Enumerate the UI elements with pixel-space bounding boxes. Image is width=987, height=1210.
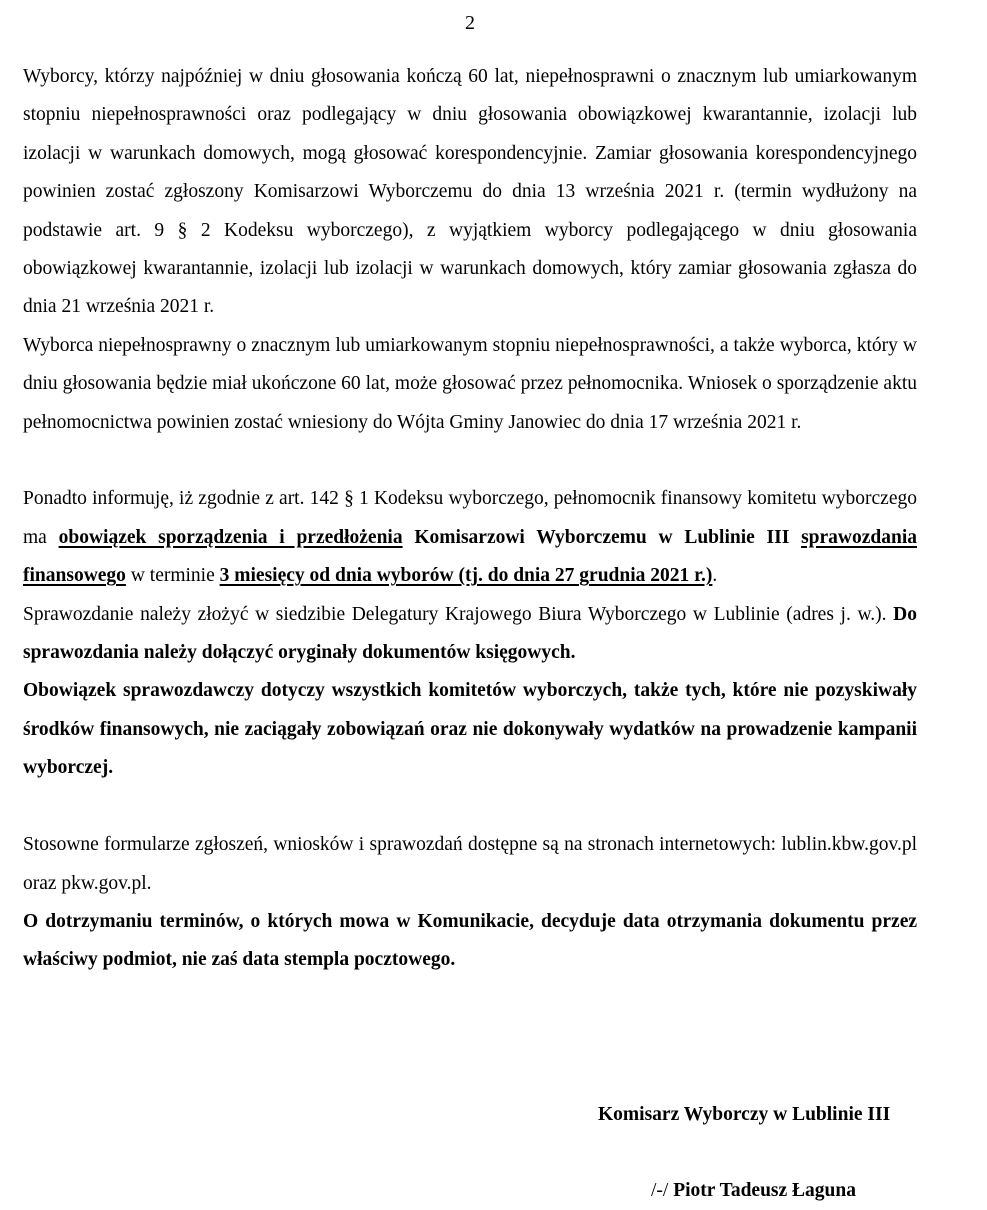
paragraph-forms-availability: Stosowne formularze zgłoszeń, wniosków i sprawozdań dostępne są na stronach internetowych: lublin.kbw.gov.pl oraz pkw.gov.pl. bbox=[23, 834, 917, 894]
bold-text: O dotrzymaniu terminów, o których mowa w Komunikacie, decyduje data otrzymania dokumentu przez właściwy podmiot, nie zaś data stempla pocztowego. bbox=[23, 910, 917, 971]
paragraph-deadline-rule bbox=[23, 903, 917, 980]
signature-line bbox=[651, 1172, 951, 1210]
page-number: 2 bbox=[465, 12, 475, 34]
underlined-bold-deadline: 3 miesięcy od dnia wyborów (tj. do dnia 27 grudnia 2021 r.) bbox=[219, 565, 713, 587]
paragraph-submission-place bbox=[23, 596, 917, 673]
signature-prefix: /-/ bbox=[651, 1180, 674, 1201]
signature-name: Piotr Tadeusz Łaguna bbox=[673, 1180, 856, 1201]
paragraph-gap bbox=[23, 788, 917, 826]
document-body bbox=[23, 58, 917, 980]
paragraph-proxy-voting: Wyborca niepełnosprawny o znacznym lub umiarkowanym stopniu niepełnosprawności, a także wyborca, który w dniu głosowania będzie miał ukończone 60 lat, może głosować przez pełnomocnika. Wniosek o sporządzenie aktu pełnomocnictwa powinien zostać wniesiony do Wójta Gminy Janowiec do dnia 17 września 2021 r. bbox=[23, 334, 917, 433]
bold-text: Obowiązek sprawozdawczy dotyczy wszystkich komitetów wyborczych, także tych, które nie pozyskiwały środków finansowych, nie zaciągały zobowiązań oraz nie dokonywały wydatków na prowadzenie kampanii wyborczej. bbox=[23, 680, 917, 779]
text-run: Ponadto informuję, iż zgodnie z art. 142 § 1 Kodeksu wyborczego, pełnomocnik finansowy komitetu wyborczego ma bbox=[23, 488, 917, 548]
paragraph-correspondence-voting: Wyborcy, którzy najpóźniej w dniu głosowania kończą 60 lat, niepełnosprawni o znacznym lub umiarkowanym stopniu niepełnosprawności oraz podlegający w dniu głosowania obowiązkowej kwarantannie, izolacji lub izolacji w warunkach domowych, mogą głosować korespondencyjnie. Zamiar głosowania korespondencyjnego powinien zostać zgłoszony Komisarzowi Wyborczemu do dnia 13 września 2021 r. (termin wydłużony na podstawie art. 9 § 2 Kodeksu wyborczego), z wyjątkiem wyborcy podlegającego w dniu głosowania obowiązkowej kwarantannie, izolacji lub izolacji w warunkach domowych, który zamiar głosowania zgłasza do dnia 21 września 2021 r. bbox=[23, 66, 917, 318]
text-run: Sprawozdanie należy złożyć w siedzibie Delegatury Krajowego Biura Wyborczego w Lublinie (adres j. w.). bbox=[23, 603, 894, 625]
signature-title: Komisarz Wyborczy w Lublinie III bbox=[598, 1104, 891, 1125]
underlined-bold-text: sprawozdania finansowego bbox=[23, 526, 918, 587]
paragraph-financial-report-obligation bbox=[23, 480, 917, 595]
paragraph-gap bbox=[23, 442, 917, 480]
text-run: w terminie bbox=[125, 565, 220, 587]
text-run: . bbox=[712, 565, 718, 587]
bold-text: Do sprawozdania należy dołączyć oryginały dokumentów księgowych. bbox=[23, 603, 917, 664]
underlined-bold-text: obowiązek sporządzenia i przedłożenia bbox=[58, 526, 403, 548]
paragraph-reporting-obligation bbox=[23, 672, 917, 787]
bold-text: Komisarzowi Wyborczemu w Lublinie III bbox=[402, 526, 802, 548]
